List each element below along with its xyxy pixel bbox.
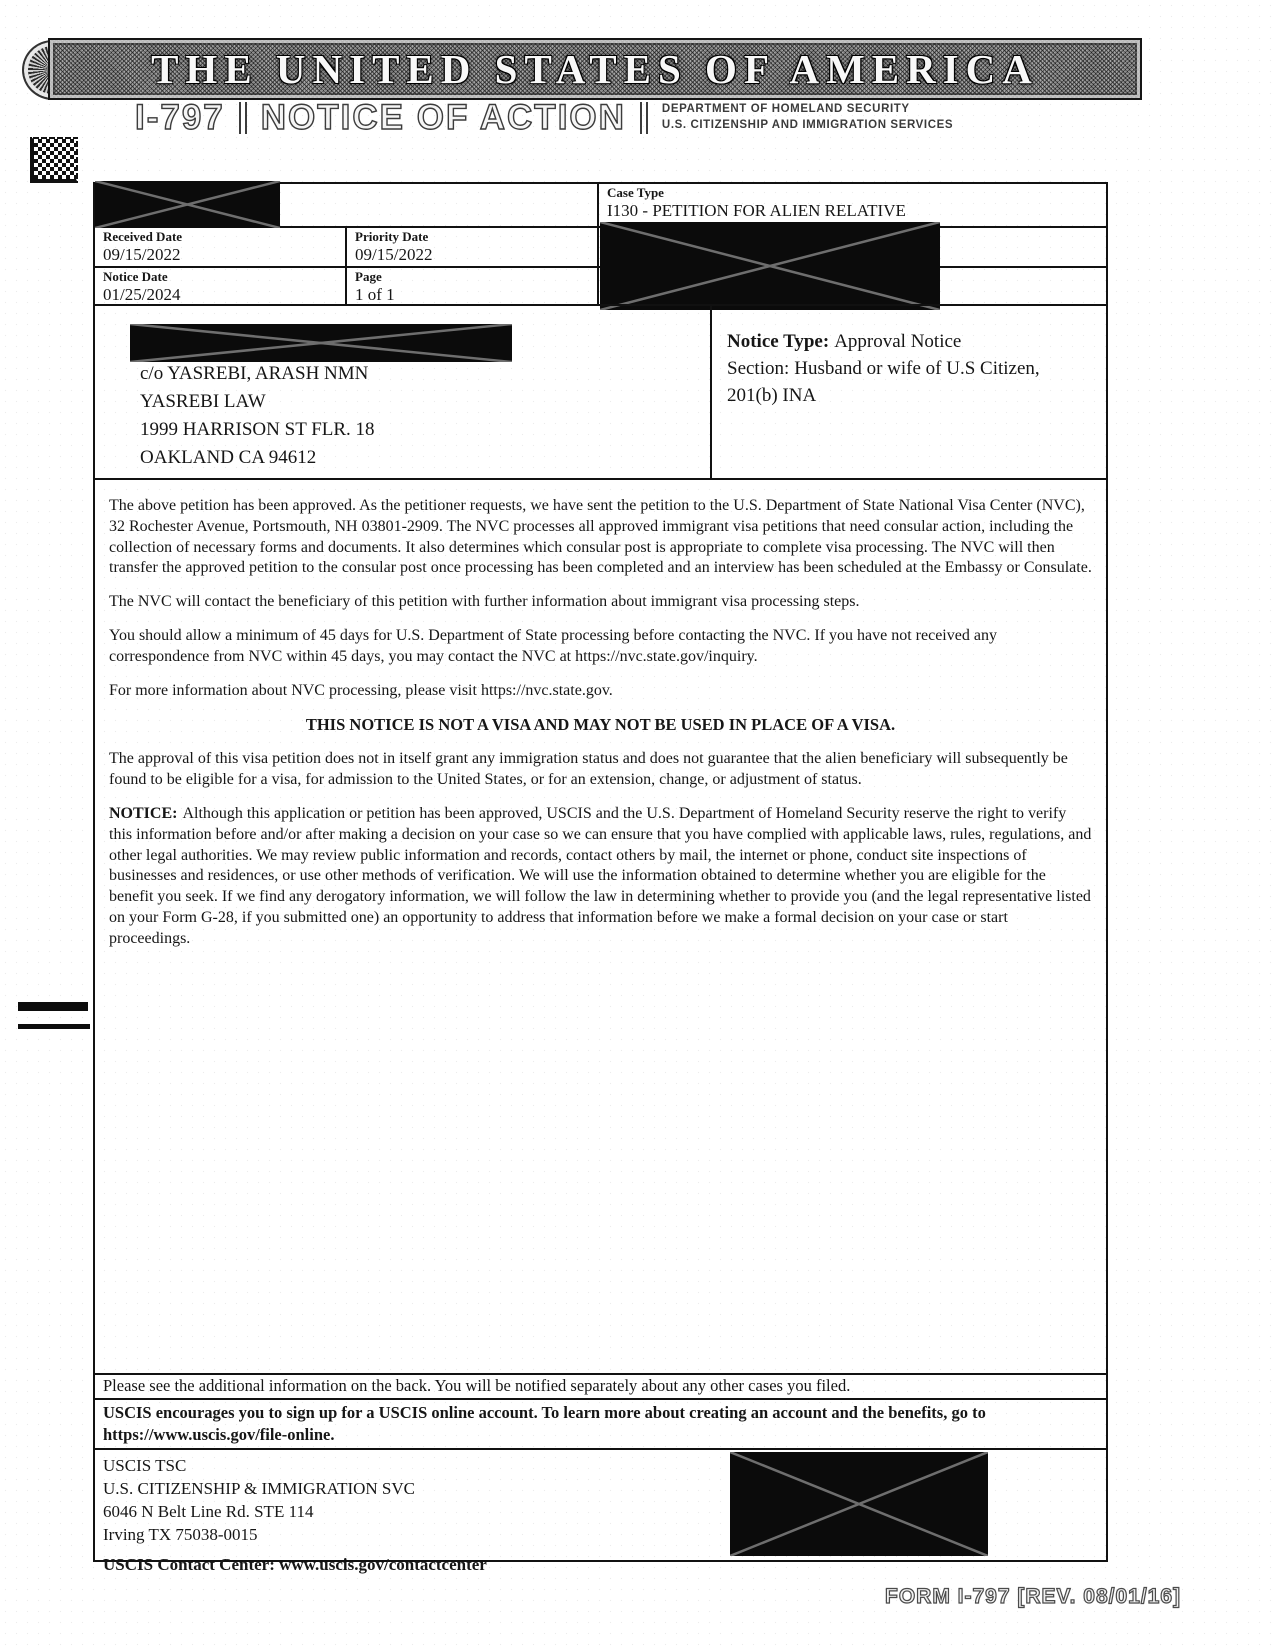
- redaction-box: [130, 324, 512, 362]
- form-header: [135, 98, 953, 138]
- notice-paragraph: [109, 804, 1092, 950]
- page-value: 1 of 1: [355, 284, 395, 304]
- form-number: I-797: [135, 98, 225, 137]
- notice-type-row: [727, 328, 1095, 355]
- notice-text: Although this application or petition has been approved, USCIS and the U.S. Department of Homeland Security reserve the right to verify this information before and/or after making a decision on your case so we can ensure that you have complied with applicable laws, rules, regulations, and other legal authorities. We may review public information and records, contact others by mail, the internet or phone, conduct site inspections of businesses and residences, or use other methods of verification. We will use the information obtained to determine whether you are eligible for the benefit you seek. If we find any derogatory information, we will follow the law in determining whether to provide you (and the legal representative listed on your Form G-28, if you submitted one) an opportunity to address that information before we make a formal decision on your case or start proceedings.: [109, 804, 1092, 947]
- priority-date-cell: [347, 228, 599, 268]
- received-date-cell: [95, 228, 347, 268]
- contact-center-line: USCIS Contact Center: www.uscis.gov/contactcenter: [103, 1555, 487, 1574]
- redaction-box: [730, 1452, 988, 1556]
- redaction-box: [95, 181, 280, 228]
- notice-body: [93, 478, 1108, 1375]
- body-paragraph: The NVC will contact the beneficiary of this petition with further information about immigrant visa processing steps.: [109, 593, 860, 611]
- priority-date-value: 09/15/2022: [355, 244, 433, 264]
- notice-date-label: Notice Date: [103, 269, 168, 284]
- section-value: Husband or wife of U.S Citizen, 201(b) INA: [727, 358, 1040, 406]
- online-account-row: [93, 1398, 1108, 1450]
- case-type-value: I130 - PETITION FOR ALIEN RELATIVE: [607, 200, 906, 220]
- recipient-line: OAKLAND CA 94612: [140, 447, 317, 468]
- body-paragraph: The above petition has been approved. As the petitioner requests, we have sent the petition to the U.S. Department of State National Visa Center (NVC), 32 Rochester Avenue, Portsmouth, NH 03801-2909. The NVC processes all approved immigrant visa petitions that need consular action, including the collection of necessary forms and documents. It also determines which consular post is appropriate to complete visa processing. The NVC will then transfer the approved petition to the consular post once processing has been completed and an interview has been scheduled at the Embassy or Consulate.: [109, 497, 1092, 577]
- section-label: Section:: [727, 358, 790, 379]
- panel-divider: [710, 306, 712, 478]
- not-a-visa-heading: THIS NOTICE IS NOT A VISA AND MAY NOT BE USED IN PLACE OF A VISA.: [305, 715, 896, 735]
- office-line: 6046 N Belt Line Rd. STE 114: [103, 1502, 314, 1521]
- header-divider-icon: [640, 102, 648, 134]
- priority-date-label: Priority Date: [355, 229, 429, 244]
- case-type-label: Case Type: [607, 185, 664, 200]
- notice-type-label: Notice Type:: [727, 331, 830, 352]
- dept-line2: U.S. CITIZENSHIP AND IMMIGRATION SERVICES: [661, 119, 954, 131]
- banner-title: THE UNITED STATES OF AMERICA: [151, 46, 1039, 92]
- notice-type-value: Approval Notice: [834, 331, 962, 352]
- registration-mark: [18, 1024, 90, 1029]
- data-matrix-barcode-icon: [30, 137, 78, 183]
- body-paragraph: You should allow a minimum of 45 days for U.S. Department of State processing before contacting the NVC. If you have not received any correspondence from NVC within 45 days, you may contact the NVC at https://nvc.state.gov/inquiry.: [109, 626, 997, 665]
- recipient-line: 1999 HARRISON ST FLR. 18: [140, 419, 375, 440]
- office-line: USCIS TSC: [103, 1456, 187, 1475]
- body-paragraph: The approval of this visa petition does not in itself grant any immigration status and does not guarantee that the alien beneficiary will subsequently be found to be eligible for a visa, for admission to the United States, or for an extension, change, or adjustment of status.: [109, 750, 1068, 789]
- office-line: Irving TX 75038-0015: [103, 1525, 258, 1544]
- notice-date-cell: [95, 268, 347, 304]
- registration-mark: [18, 1002, 88, 1011]
- address-panel: [93, 304, 1108, 480]
- page-cell: [347, 268, 599, 304]
- form-revision-label: FORM I-797 [REV. 08/01/16]: [885, 1585, 1182, 1608]
- received-date-label: Received Date: [103, 229, 183, 244]
- office-line: U.S. CITIZENSHIP & IMMIGRATION SVC: [103, 1479, 415, 1498]
- banner: [48, 38, 1142, 100]
- recipient-address: [140, 360, 375, 472]
- notice-info: [727, 328, 1095, 409]
- online-account-text: USCIS encourages you to sign up for a USCIS online account. To learn more about creating an account and the benefits, go to https://www.uscis.gov/file-online.: [103, 1403, 986, 1445]
- recipient-line: YASREBI LAW: [140, 391, 266, 412]
- header-divider-icon: [239, 102, 247, 134]
- body-paragraph: For more information about NVC processing, please visit https://nvc.state.gov.: [109, 681, 613, 699]
- notice-date-value: 01/25/2024: [103, 284, 181, 304]
- recipient-line: c/o YASREBI, ARASH NMN: [140, 363, 369, 384]
- additional-info-text: Please see the additional information on the back. You will be notified separately about any other cases you filed.: [103, 1376, 851, 1395]
- department-block: [662, 102, 953, 133]
- form-title: NOTICE OF ACTION: [260, 98, 626, 137]
- section-row: [727, 355, 1095, 409]
- redaction-box: [600, 222, 940, 310]
- received-date-value: 09/15/2022: [103, 244, 181, 264]
- dept-line1: DEPARTMENT OF HOMELAND SECURITY: [661, 103, 910, 116]
- additional-info-row: [93, 1373, 1108, 1400]
- notice-label: NOTICE:: [109, 804, 178, 822]
- page-label: Page: [355, 269, 382, 284]
